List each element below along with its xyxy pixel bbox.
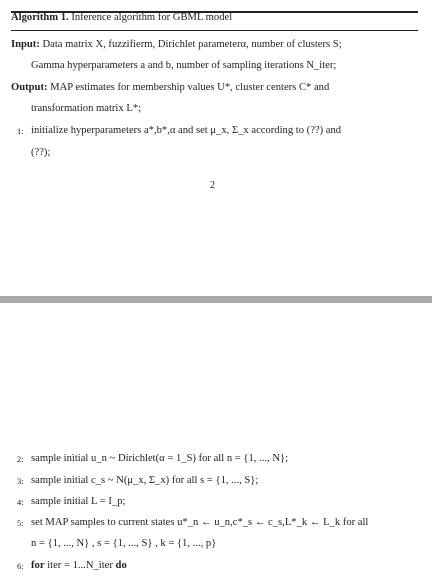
for-keyword: for [31, 560, 45, 571]
output-text-1: MAP estimates for membership values U*, cluster centers C* and [50, 82, 330, 93]
step-1-line-2: (??); [31, 147, 51, 158]
step-6-line [31, 559, 127, 573]
do-keyword: do [115, 560, 127, 571]
step-number: 4: [17, 497, 24, 507]
step-1-line-1: initialize hyperparameters a*,b*,α and set μ_x, Σ_x according to (??) and [31, 125, 342, 136]
algorithm-label: Algorithm 1. [11, 12, 69, 23]
input-label: Input: [11, 39, 40, 50]
step-number: 2: [17, 454, 24, 464]
algorithm-title: Inference algorithm for GBML model [71, 12, 233, 23]
input-line-1 [11, 38, 342, 52]
algorithm-caption [11, 11, 232, 25]
step-number: 1: [17, 126, 24, 136]
step-2-line: sample initial u_n ~ Dirichlet(α = 1_S) for all n = {1, ..., N}; [31, 453, 289, 464]
input-text-1: Data matrix X, fuzzifierm, Dirichlet parameterα, number of clusters S; [42, 39, 342, 50]
output-line-2: transformation matrix L*; [31, 103, 142, 114]
output-line-1 [11, 81, 418, 95]
document-page-2 [0, 303, 432, 582]
input-line-2: Gamma hyperparameters a and b, number of sampling iterations N_iter; [31, 60, 337, 71]
step-number: 3: [17, 476, 24, 486]
step-5-line-1: set MAP samples to current states u*_n ← u_n,c*_s ← c_s,L*_k ← L_k for all [31, 517, 369, 528]
step-3-line: sample initial c_s ~ N(μ_x, Σ_x) for all s = {1, ..., S}; [31, 475, 259, 486]
step-4-line: sample initial L = I_p; [31, 496, 126, 507]
loop-range: iter = 1...N_iter [47, 560, 113, 571]
algorithm-mid-rule [11, 30, 418, 31]
step-number: 6: [17, 561, 24, 571]
output-label: Output: [11, 82, 48, 93]
page-number: 2 [210, 180, 215, 191]
page-separator [0, 296, 432, 303]
step-5-line-2: n = {1, ..., N} , s = {1, ..., S} , k = {1, ..., p} [31, 538, 217, 549]
step-number: 5: [17, 518, 24, 528]
